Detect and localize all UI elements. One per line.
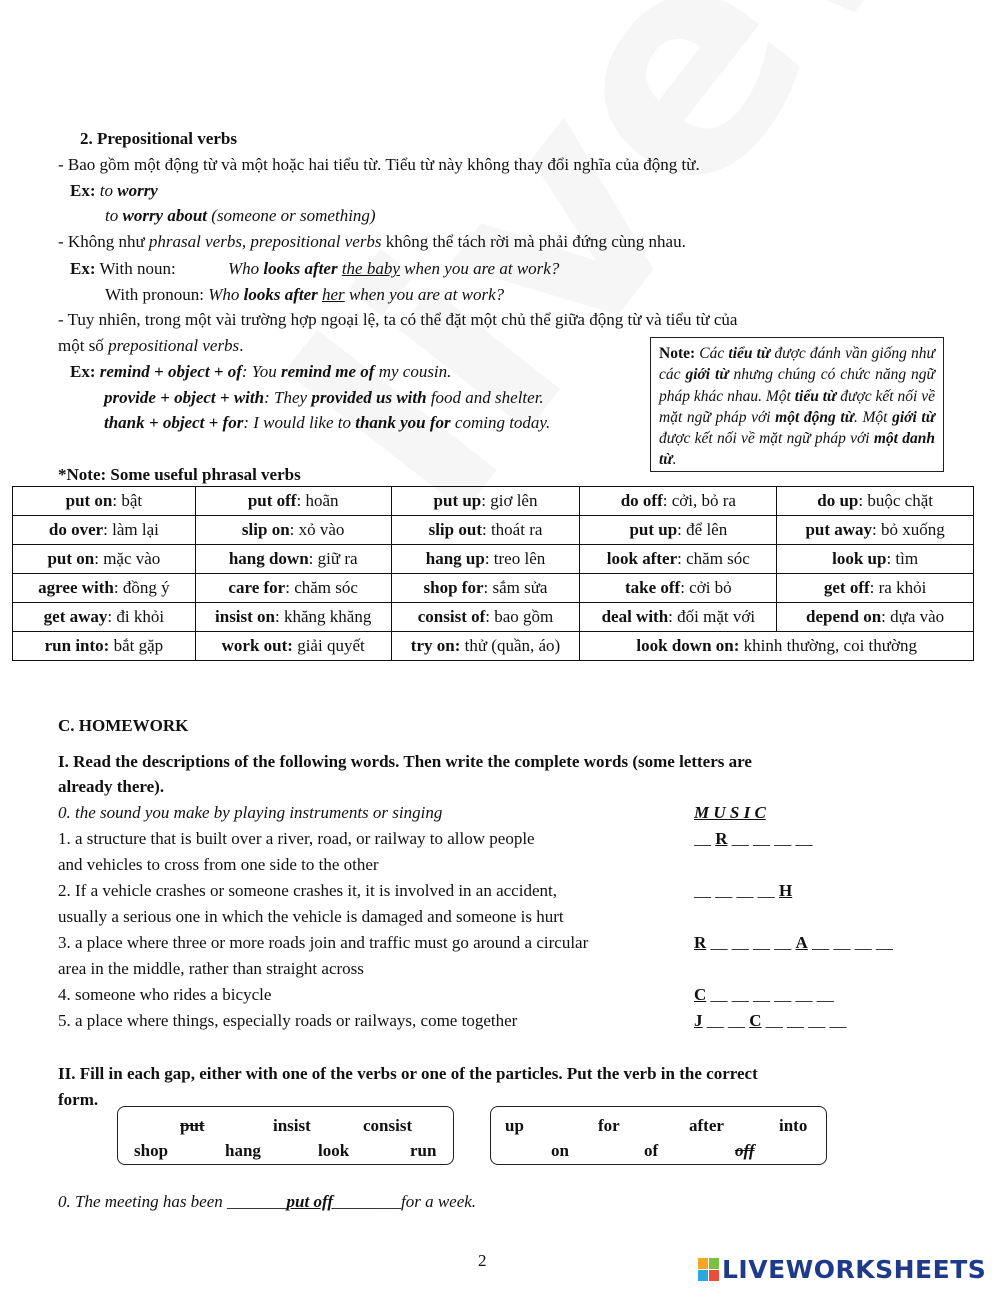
ex-label: Ex:	[70, 181, 96, 200]
part1-instructions: I. Read the descriptions of the following words. Then write the complete words (some letters are	[58, 752, 752, 771]
part1-instructions-2: already there).	[58, 777, 165, 796]
example-thank: thank + object + for: I would like to thank you for coming today.	[104, 413, 551, 432]
phrasal-verbs-table	[12, 486, 974, 661]
table-cell: work out: giải quyết	[195, 632, 391, 661]
item-answer[interactable]: J __ __ C __ __ __ __	[694, 1011, 847, 1030]
table-cell: hang down: giữ ra	[195, 545, 391, 574]
table-cell: run into: bắt gặp	[13, 632, 196, 661]
particle-word: into	[779, 1116, 808, 1135]
item-answer[interactable]: C __ __ __ __ __ __	[694, 985, 834, 1004]
particles-box	[490, 1106, 827, 1165]
table-cell: depend on: dựa vào	[777, 603, 974, 632]
item-description: 3. a place where three or more roads join and traffic must go around a circular	[58, 933, 589, 952]
example-pronoun: With pronoun: Who looks after her when you are at work?	[105, 285, 505, 304]
example-answer: put off	[286, 1192, 333, 1211]
table-cell: put on: mặc vào	[13, 545, 196, 574]
item-description: 0. the sound you make by playing instruments or singing	[58, 803, 443, 822]
verb-word: hang	[225, 1141, 261, 1160]
table-cell: agree with: đồng ý	[13, 574, 196, 603]
exception-line-2: một số prepositional verbs.	[58, 336, 244, 355]
table-cell: do up: buộc chặt	[777, 487, 974, 516]
particle-word: on	[551, 1141, 569, 1160]
example-noun-sentence: Who looks after the baby when you are at work?	[228, 259, 560, 278]
item-description: 1. a structure that is built over a river, road, or railway to allow people	[58, 829, 535, 848]
particle-word: off	[735, 1141, 755, 1160]
example-sentence: 0. The meeting has been _______put off________for a week.	[58, 1192, 477, 1211]
table-cell: put up: để lên	[580, 516, 777, 545]
section-title: 2. Prepositional verbs	[80, 129, 237, 148]
verbs-box	[117, 1106, 454, 1165]
table-cell: hang up: treo lên	[391, 545, 580, 574]
item-description: and vehicles to cross from one side to the other	[58, 855, 379, 874]
item-description: 2. If a vehicle crashes or someone crashes it, it is involved in an accident,	[58, 881, 557, 900]
table-cell: put away: bỏ xuống	[777, 516, 974, 545]
table-cell: get away: đi khỏi	[13, 603, 196, 632]
definition-line: - Bao gồm một động từ và một hoặc hai tiểu từ. Tiểu từ này không thay đổi nghĩa của động từ.	[58, 155, 700, 174]
particle-word: of	[644, 1141, 659, 1160]
item-description: area in the middle, rather than straight across	[58, 959, 364, 978]
particle-word: up	[505, 1116, 524, 1135]
liveworksheets-logo: LIVEWORKSHEETS	[722, 1255, 987, 1284]
table-cell: put on: bật	[13, 487, 196, 516]
table-cell: take off: cởi bỏ	[580, 574, 777, 603]
example-1: Ex: to worry	[70, 181, 158, 200]
table-cell: consist of: bao gồm	[391, 603, 580, 632]
note-box: Note: Các tiểu từ được đánh vần giống như các giới từ nhưng chúng có chức năng ngữ pháp khác nhau. Một tiểu từ được kết nối về mặt ngữ pháp với một động từ. Một giới từ được kết nối về mặt ngữ pháp với một danh từ.	[650, 337, 944, 472]
example-provide: provide + object + with: They provided us with food and shelter.	[104, 388, 544, 407]
table-cell: look up: tìm	[777, 545, 974, 574]
part2-instructions: II. Fill in each gap, either with one of the verbs or one of the particles. Put the verb in the correct	[58, 1064, 758, 1083]
verb-word: insist	[273, 1116, 311, 1135]
particle-word: for	[598, 1116, 620, 1135]
table-cell: slip out: thoát ra	[391, 516, 580, 545]
homework-title: C. HOMEWORK	[58, 716, 189, 735]
verb-word: look	[318, 1141, 350, 1160]
table-cell: do over: làm lại	[13, 516, 196, 545]
verb-word: put	[180, 1116, 205, 1135]
example-noun: Ex: With noun:	[70, 259, 176, 278]
verb-word: run	[410, 1141, 437, 1160]
exception-line: - Tuy nhiên, trong một vài trường hợp ngoại lệ, ta có thể đặt một chủ thể giữa động từ và tiểu từ của	[58, 310, 738, 329]
table-row	[13, 574, 974, 603]
example-remind: Ex: remind + object + of: You remind me of my cousin.	[70, 362, 452, 381]
table-cell: put off: hoãn	[195, 487, 391, 516]
table-cell: look after: chăm sóc	[580, 545, 777, 574]
useful-note-heading: *Note: Some useful phrasal verbs	[58, 465, 301, 484]
liveworksheets-logo-icon	[698, 1258, 720, 1282]
table-row	[13, 487, 974, 516]
verb-word: shop	[134, 1141, 169, 1160]
item-answer[interactable]: __ __ __ __ H	[694, 881, 793, 900]
table-cell: put up: giơ lên	[391, 487, 580, 516]
table-cell: deal with: đối mặt với	[580, 603, 777, 632]
table-row	[13, 516, 974, 545]
table-cell: try on: thử (quần, áo)	[391, 632, 580, 661]
item-answer[interactable]: R __ __ __ __ A __ __ __ __	[694, 933, 893, 952]
contrast-line: - Không như phrasal verbs, prepositional verbs không thể tách rời mà phải đứng cùng nhau.	[58, 232, 686, 251]
particle-word: after	[689, 1116, 724, 1135]
table-row	[13, 632, 974, 661]
table-row	[13, 603, 974, 632]
page-number: 2	[478, 1251, 487, 1270]
item-description: 4. someone who rides a bicycle	[58, 985, 272, 1004]
table-cell: get off: ra khỏi	[777, 574, 974, 603]
table-cell: insist on: khăng khăng	[195, 603, 391, 632]
table-cell: look down on: khinh thường, coi thường	[580, 632, 974, 661]
item-description: usually a serious one in which the vehicle is damaged and someone is hurt	[58, 907, 564, 926]
verb-word: consist	[363, 1116, 413, 1135]
table-cell: shop for: sắm sửa	[391, 574, 580, 603]
table-row	[13, 545, 974, 574]
table-cell: do off: cởi, bỏ ra	[580, 487, 777, 516]
item-answer[interactable]: __ R __ __ __ __	[694, 829, 813, 848]
example-2: to worry about (someone or something)	[105, 206, 376, 225]
table-cell: care for: chăm sóc	[195, 574, 391, 603]
part2-instructions-2: form.	[58, 1090, 99, 1109]
item-answer[interactable]: M U S I C	[694, 803, 766, 822]
table-cell: slip on: xỏ vào	[195, 516, 391, 545]
item-description: 5. a place where things, especially roads or railways, come together	[58, 1011, 518, 1030]
